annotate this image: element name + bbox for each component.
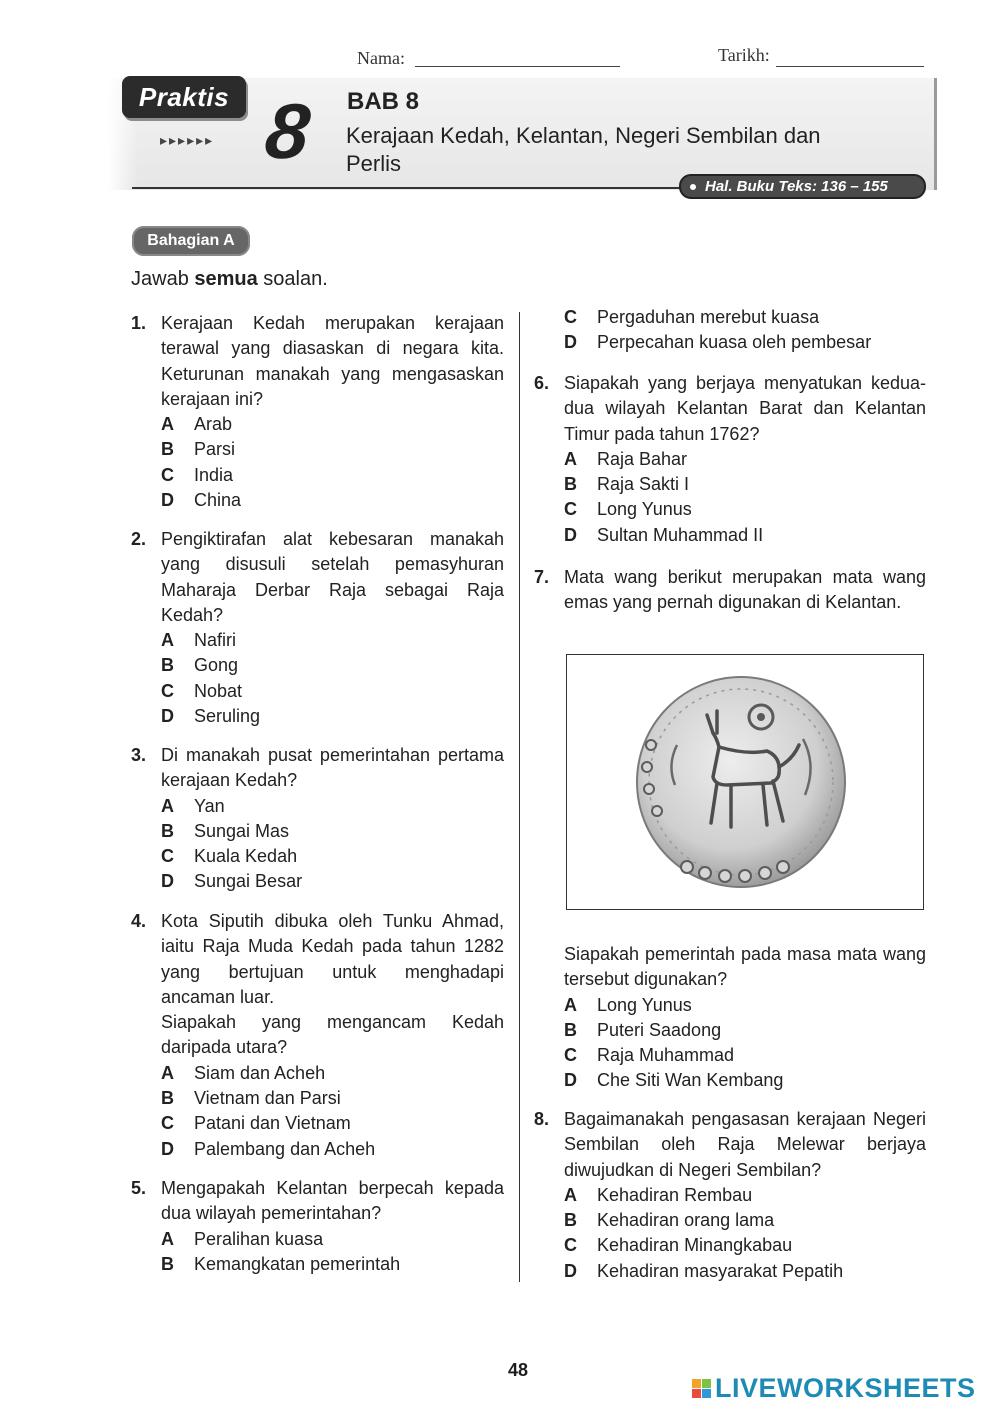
question-number: 6. xyxy=(534,373,550,393)
question-8 xyxy=(534,1107,926,1284)
question-text: Pengiktirafan alat kebesaran manakah yang disusuli setelah pemasyhuran Maharaja Derbar Raja sebagai Raja Kedah? xyxy=(161,529,504,625)
textbook-reference-text: Hal. Buku Teks: 136 – 155 xyxy=(705,178,888,195)
chapter-title: Kerajaan Kedah, Kelantan, Negeri Sembilan dan Perlis xyxy=(346,123,821,176)
question-number: 4. xyxy=(131,911,147,931)
option-b[interactable]: B Puteri Saadong xyxy=(564,1019,722,1040)
option-c[interactable]: C Patani dan Vietnam xyxy=(161,1113,351,1134)
option-a[interactable]: A Raja Bahar xyxy=(564,448,688,469)
question-number: 3. xyxy=(131,745,147,765)
option-c[interactable]: C Long Yunus xyxy=(564,499,692,520)
question-text: Siapakah yang berjaya menyatukan kedua-dua wilayah Kelantan Barat dan Kelantan Timur pada tahun 1762? xyxy=(564,373,926,444)
chapter-number: 8 xyxy=(261,87,315,175)
liveworksheets-logo[interactable] xyxy=(692,1373,976,1404)
coin-image-frame xyxy=(566,654,924,910)
option-d[interactable]: D Sultan Muhammad II xyxy=(564,524,764,545)
option-a[interactable]: A Nafiri xyxy=(161,630,237,651)
column-divider xyxy=(519,312,520,1282)
options-list xyxy=(161,1061,504,1162)
question-5-continued xyxy=(534,305,926,356)
page-number: 48 xyxy=(507,1360,529,1380)
option-a[interactable]: A Long Yunus xyxy=(564,994,692,1015)
question-4 xyxy=(131,909,504,1162)
question-text: Bagaimanakah pengasasan kerajaan Negeri Sembilan oleh Raja Melewar berjaya diwujudkan di Negeri Sembilan? xyxy=(564,1109,926,1180)
option-d[interactable]: D Perpecahan kuasa oleh pembesar xyxy=(564,332,872,353)
tarikh-field-line[interactable] xyxy=(776,66,924,67)
options-list xyxy=(564,447,926,548)
option-d[interactable]: D China xyxy=(161,490,242,511)
question-subtext: Siapakah yang mengancam Kedah daripada utara? xyxy=(161,1012,504,1058)
options-list xyxy=(161,794,504,895)
question-text: Kota Siputih dibuka oleh Tunku Ahmad, iaitu Raja Muda Kedah pada tahun 1282 yang bertujuan untuk menghadapi ancaman luar. xyxy=(161,911,504,1007)
option-a[interactable]: A Siam dan Acheh xyxy=(161,1062,326,1083)
question-1 xyxy=(131,311,504,513)
option-b[interactable]: B Kemangkatan pemerintah xyxy=(161,1253,401,1274)
option-b[interactable]: B Parsi xyxy=(161,439,236,460)
options-list xyxy=(161,412,504,513)
option-b[interactable]: B Vietnam dan Parsi xyxy=(161,1088,341,1109)
liveworksheets-icon xyxy=(692,1379,711,1398)
header-divider xyxy=(132,187,680,189)
options-list xyxy=(564,305,926,356)
option-c[interactable]: C Kuala Kedah xyxy=(161,846,298,867)
question-text: Di manakah pusat pemerintahan pertama kerajaan Kedah? xyxy=(161,745,504,791)
options-list xyxy=(564,993,926,1094)
question-7-prompt xyxy=(534,942,926,1094)
option-c[interactable]: C Nobat xyxy=(161,680,243,701)
question-text: Kerajaan Kedah merupakan kerajaan terawal yang diasaskan di negara kita. Keturunan manakah yang mengasaskan kerajaan ini? xyxy=(161,313,504,409)
nama-field-line[interactable] xyxy=(415,66,620,67)
question-5 xyxy=(131,1176,504,1277)
coin-image xyxy=(567,655,922,908)
question-number: 5. xyxy=(131,1178,147,1198)
question-2 xyxy=(131,527,504,729)
option-c[interactable]: C Raja Muhammad xyxy=(564,1045,735,1066)
question-7 xyxy=(534,565,926,616)
options-list xyxy=(564,1183,926,1284)
brand-name: LIVEWORKSHEETS xyxy=(715,1373,976,1403)
option-c[interactable]: C India xyxy=(161,464,234,485)
option-d[interactable]: D Seruling xyxy=(161,706,261,727)
option-d[interactable]: D Sungai Besar xyxy=(161,871,303,892)
option-a[interactable]: A Peralihan kuasa xyxy=(161,1228,324,1249)
chapter-label: BAB 8 xyxy=(347,88,420,115)
question-number: 1. xyxy=(131,313,147,333)
options-list xyxy=(161,628,504,729)
option-a[interactable]: A Yan xyxy=(161,795,225,816)
question-subtext: Siapakah pemerintah pada masa mata wang tersebut digunakan? xyxy=(564,944,926,990)
nama-label: Nama: xyxy=(357,48,405,68)
option-c[interactable]: C Pergaduhan merebut kuasa xyxy=(564,307,820,327)
option-d[interactable]: D Kehadiran masyarakat Pepatih xyxy=(564,1260,844,1281)
option-d[interactable]: D Palembang dan Acheh xyxy=(161,1138,376,1159)
question-3 xyxy=(131,743,504,895)
option-b[interactable]: B Raja Sakti I xyxy=(564,474,690,495)
instruction-text: Jawab semua soalan. xyxy=(131,268,328,290)
question-6 xyxy=(534,371,926,548)
textbook-reference-badge xyxy=(679,174,926,199)
question-number: 2. xyxy=(131,529,147,549)
option-c[interactable]: C Kehadiran Minangkabau xyxy=(564,1235,793,1256)
question-number: 7. xyxy=(534,567,550,587)
bullet-icon xyxy=(688,182,698,192)
option-a[interactable]: A Arab xyxy=(161,414,233,435)
question-text: Mengapakah Kelantan berpecah kepada dua wilayah pemerintahan? xyxy=(161,1178,504,1224)
arrow-decoration: ▸▸▸▸▸▸ xyxy=(160,132,215,148)
question-number: 8. xyxy=(534,1109,550,1129)
question-text: Mata wang berikut merupakan mata wang emas yang pernah digunakan di Kelantan. xyxy=(564,567,926,613)
praktis-badge: Praktis xyxy=(122,76,246,118)
section-badge: Bahagian A xyxy=(132,226,250,256)
option-a[interactable]: A Kehadiran Rembau xyxy=(564,1184,753,1205)
options-list xyxy=(161,1227,504,1278)
option-b[interactable]: B Sungai Mas xyxy=(161,820,290,841)
tarikh-label: Tarikh: xyxy=(718,45,770,65)
option-b[interactable]: B Gong xyxy=(161,655,239,676)
option-d[interactable]: D Che Siti Wan Kembang xyxy=(564,1070,784,1091)
option-b[interactable]: B Kehadiran orang lama xyxy=(564,1210,775,1231)
